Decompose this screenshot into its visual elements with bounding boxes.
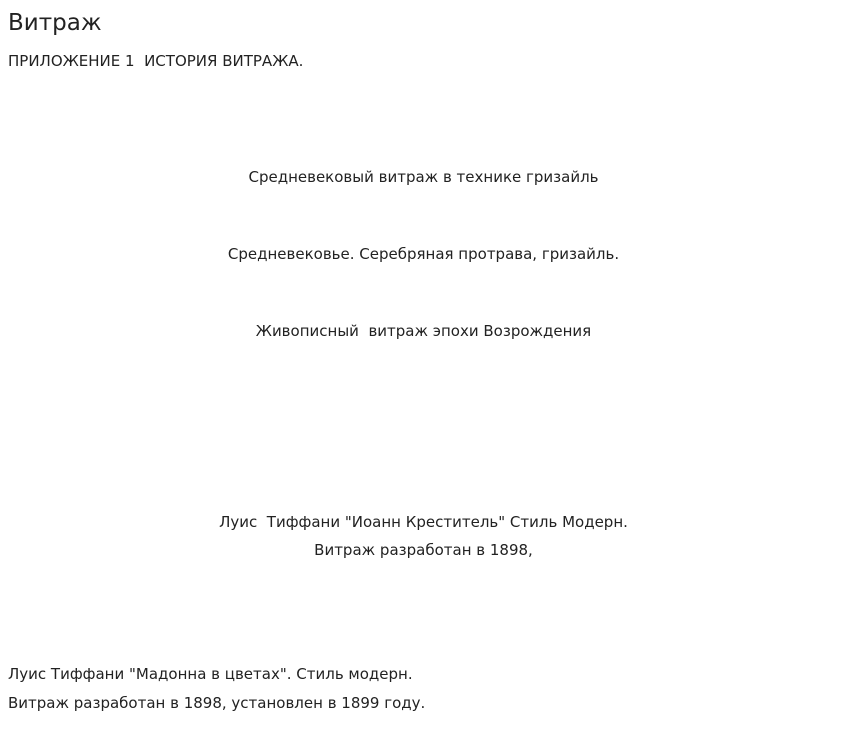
caption-renaissance-window: Живописный витраж эпохи Возрождения [255,322,592,340]
page-title: Витраж [8,10,102,36]
caption-tiffany-design-year: Витраж разработан в 1898, [314,541,533,559]
caption-tiffany-john-baptist: Луис Тиффани "Иоанн Креститель" Стиль Модерн. [219,513,628,531]
appendix-heading: ПРИЛОЖЕНИЕ 1 ИСТОРИЯ ВИТРАЖА. [8,52,304,70]
paragraph-tiffany-madonna: Луис Тиффани "Мадонна в цветах". Стиль модерн. [8,665,413,683]
caption-grisaille-window: Средневековый витраж в технике гризайль [248,168,599,186]
paragraph-tiffany-dates: Витраж разработан в 1898, установлен в 1899 году. [8,694,426,712]
caption-middle-ages-silver-stain: Средневековье. Серебряная протрава, гризайль. [227,245,620,263]
